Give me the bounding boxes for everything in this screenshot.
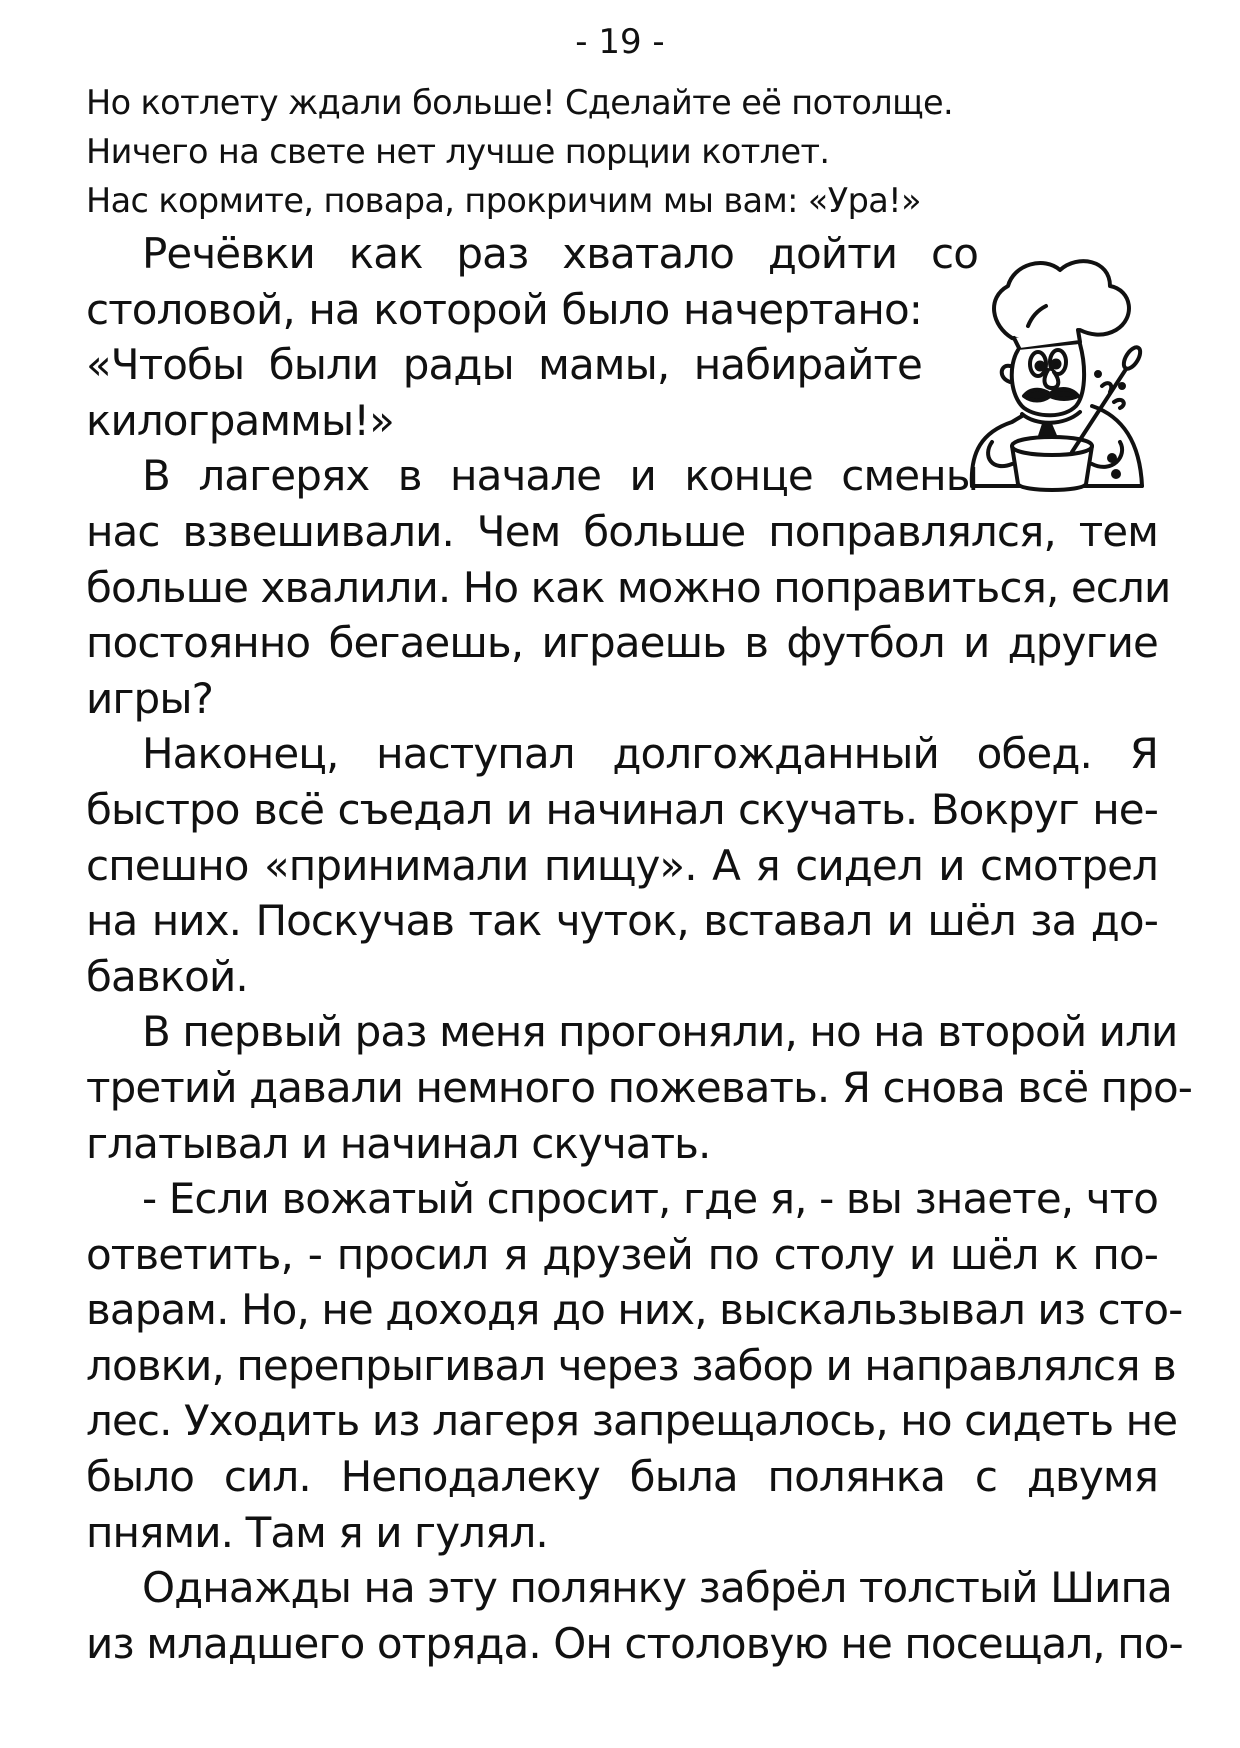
paragraph: [86, 1004, 1193, 1171]
text-line: спешно «принимали пищу». А я сидел и смотрел: [86, 840, 1158, 890]
text-line: постоянно бегаешь, играешь в футбол и другие: [86, 618, 1158, 668]
text-line: Однажды на эту полянку забрёл толстый Шипа: [142, 1563, 1172, 1613]
page-number: - 19 -: [575, 22, 665, 62]
body-text: [86, 226, 1193, 1671]
text-line: игры?: [86, 673, 213, 723]
text-line: килограммы!»: [86, 395, 394, 445]
text-line: ловки, перепрыгивал через забор и направлялся в: [86, 1340, 1176, 1390]
paragraph: [86, 1171, 1183, 1560]
text-line: больше хвалили. Но как можно поправиться, если: [86, 562, 1171, 612]
text-line: В первый раз меня прогоняли, но на второй или: [142, 1007, 1178, 1057]
text-line: пнями. Там я и гулял.: [86, 1507, 548, 1557]
verse-line: Но котлету ждали больше! Сделайте её потолще.: [86, 83, 954, 122]
text-line: на них. Поскучав так чуток, вставал и шёл за до-: [86, 896, 1158, 946]
text-line: «Чтобы были рады мамы, набирайте: [86, 340, 922, 390]
text-line: третий давали немного пожевать. Я снова всё про-: [86, 1062, 1193, 1112]
paragraph: [86, 448, 1171, 726]
verse-line: Нас кормите, повара, прокричим мы вам: «Ура!»: [86, 181, 921, 220]
text-line: глатывал и начинал скучать.: [86, 1118, 711, 1168]
verse-line: Ничего на свете нет лучше порции котлет.: [86, 132, 830, 171]
text-line: из младшего отряда. Он столовую не посещал, по-: [86, 1618, 1183, 1668]
text-line: быстро всё съедал и начинал скучать. Вокруг не-: [86, 784, 1158, 834]
text-line: В лагерях в начале и конце смены: [142, 451, 978, 501]
text-line: ответить, - просил я друзей по столу и шёл к по-: [86, 1229, 1158, 1279]
paragraph: [86, 1560, 1183, 1671]
paragraph: [86, 226, 1158, 448]
text-line: бавкой.: [86, 951, 248, 1001]
text-line: варам. Но, не доходя до них, выскальзывал из сто-: [86, 1285, 1183, 1335]
text-line: Речёвки как раз хватало дойти со: [142, 229, 978, 278]
text-line: лес. Уходить из лагеря запрещалось, но сидеть не: [86, 1396, 1178, 1446]
text-line: столовой, на которой было начертано:: [86, 284, 922, 334]
text-line: нас взвешивали. Чем больше поправлялся, тем: [86, 506, 1158, 556]
paragraph: [86, 726, 1158, 1004]
text-line: Наконец, наступал долгожданный обед. Я: [142, 729, 1158, 779]
verse-block: [86, 78, 953, 225]
text-line: - Если вожатый спросит, где я, - вы знаете, что: [142, 1174, 1158, 1224]
text-line: было сил. Неподалеку была полянка с двумя: [86, 1452, 1158, 1502]
